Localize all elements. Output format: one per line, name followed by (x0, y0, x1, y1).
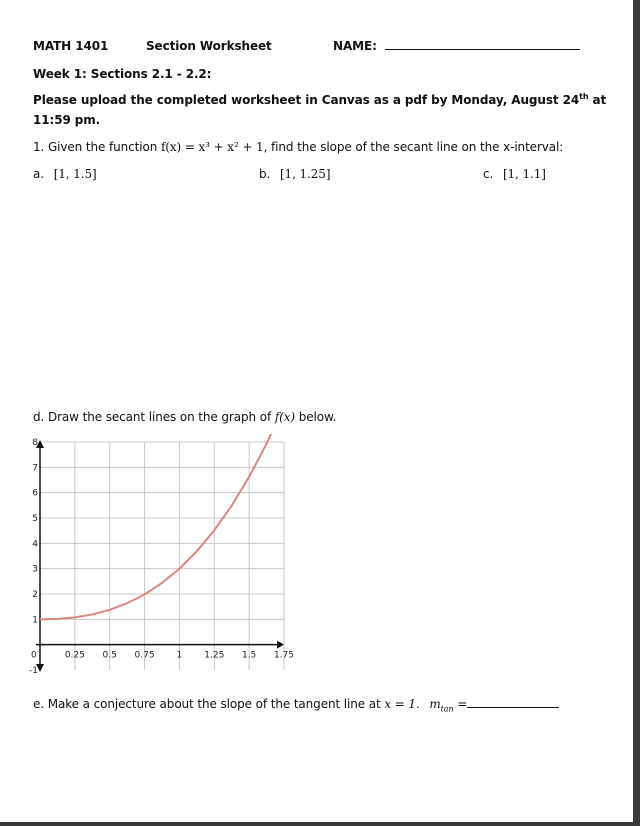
y-tick-label: 5 (32, 514, 38, 524)
instructions-line2: 11:59 pm. (33, 113, 101, 127)
x-tick-label: 0.5 (102, 650, 117, 661)
y-tick-label: 7 (32, 463, 38, 474)
y-tick-label: 6 (32, 488, 38, 499)
instructions-sup: th (579, 92, 589, 101)
y-tick-label: 3 (32, 564, 38, 575)
y-tick-label: 2 (32, 590, 38, 600)
y-tick-label: -1 (29, 666, 38, 676)
instructions-text: Please upload the completed worksheet in Canvas as a pdf by Monday, August 24 (33, 93, 580, 107)
instructions-line1 (33, 93, 606, 107)
part-b-label: b. (259, 167, 271, 181)
graph-axes (36, 440, 284, 672)
window-border-right (633, 0, 640, 826)
graph-grid (40, 442, 284, 670)
part-b-interval: [1, 1.25] (279, 167, 331, 181)
part-b (259, 167, 330, 181)
x-tick-label: 1.75 (273, 650, 295, 661)
x-tick-label: 0.25 (64, 650, 85, 661)
part-d-before: d. Draw the secant lines on the graph of (33, 410, 275, 424)
part-e-text (33, 697, 559, 714)
x-tick-label: 0 (31, 650, 37, 661)
y-tick-label: 1 (32, 615, 38, 626)
m-equals: = (453, 697, 468, 711)
x-tick-label: 0.75 (134, 650, 155, 661)
question1-function: f(x) = x³ + x² + 1 (160, 140, 264, 154)
name-label (333, 39, 580, 53)
question1-suffix: , find the slope of the secant line on the x-interval: (263, 140, 564, 154)
m-symbol: m (429, 697, 441, 711)
part-c (483, 167, 546, 181)
part-a-label: a. (33, 167, 44, 181)
part-a (33, 167, 97, 181)
worksheet-title: Section Worksheet (146, 39, 272, 53)
answer-blank[interactable] (467, 697, 559, 708)
x-tick-label: 1.5 (241, 650, 257, 661)
function-curve (40, 406, 284, 619)
question1-prefix: 1. Given the function (33, 140, 161, 154)
part-d-text (33, 410, 336, 424)
part-a-interval: [1, 1.5] (53, 167, 97, 181)
x-tick-label: 1.25 (204, 650, 225, 661)
y-tick-label: 8 (32, 438, 38, 448)
x-axis-arrow (277, 641, 284, 649)
part-d-after: below. (295, 410, 337, 424)
part-c-label: c. (483, 167, 494, 181)
function-graph (26, 434, 295, 680)
m-tan-label (429, 697, 454, 714)
instructions-after: at (588, 93, 607, 107)
name-label-text: NAME: (333, 39, 377, 53)
course-code: MATH 1401 (33, 39, 109, 53)
y-tick-label: 4 (32, 539, 38, 550)
part-e-before: e. Make a conjecture about the slope of the tangent line at (33, 697, 385, 711)
graph-tick-labels (29, 438, 294, 676)
part-e-x: x = 1. (384, 697, 420, 711)
part-c-interval: [1, 1.1] (502, 167, 546, 181)
name-blank[interactable] (385, 39, 580, 50)
part-d-func: f(x) (274, 410, 296, 424)
week-heading: Week 1: Sections 2.1 - 2.2: (33, 67, 212, 81)
window-border-bottom (0, 822, 640, 826)
x-tick-label: 1 (176, 650, 183, 661)
m-subscript: tan (440, 704, 454, 714)
question1-text (33, 140, 563, 154)
